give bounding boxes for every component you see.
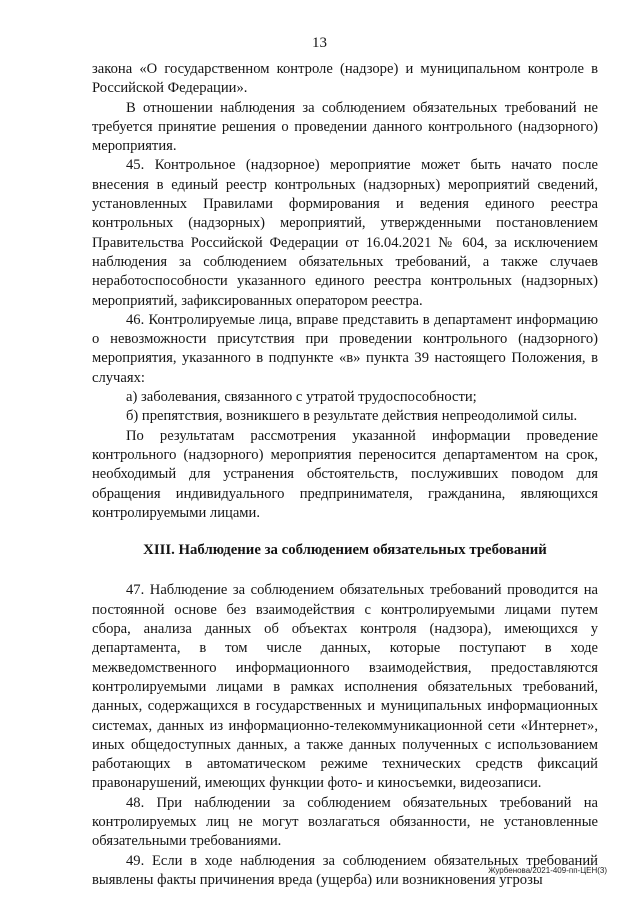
- section-heading: XIII. Наблюдение за соблюдением обязательных требований: [143, 542, 547, 559]
- paragraph: 45. Контрольное (надзорное) мероприятие может быть начато после внесения в единый реестр контрольных (надзорных) мероприятий сведений, установленных Правилами формирования и ведения единого реестра контрольных (надзорных) мероприятий, утвержденными постановлением Правительства Российской Федерации от 16.04.2021 № 604, за исключением наблюдения за соблюдением обязательных требований, а также случаев неработоспособности указанного единого реестра контрольных (надзорных) мероприятий, зафиксированных оператором реестра.: [92, 157, 598, 309]
- paragraph: закона «О государственном контроле (надзоре) и муниципальном контроле в Российской Федерации».: [92, 61, 598, 97]
- paragraph: 48. При наблюдении за соблюдением обязательных требований на контролируемых лиц не могут возлагаться обязанности, не установленные обязательными требованиями.: [92, 794, 598, 850]
- page-number: 13: [312, 35, 327, 51]
- paragraph: 49. Если в ходе наблюдения за соблюдением обязательных требований выявлены факты причинения вреда (ущерба) или возникновения угрозы: [92, 852, 598, 888]
- paragraph: б) препятствия, возникшего в результате действия непреодолимой силы.: [126, 408, 578, 425]
- document-body: [92, 60, 598, 890]
- paragraph: 47. Наблюдение за соблюдением обязательных требований проводится на постоянной основе без взаимодействия с контролируемыми лицами путем сбора, анализа данных об объектах контроля (надзора), имеющихся у департамента, в том числе данных, которые поступают в ходе межведомственного информационного взаимодействия, предоставляются контролируемыми лицами в рамках исполнения обязательных требований, данных, содержащихся в государственных и муниципальных информационных системах, данных из информационно-телекоммуникационной сети «Интернет», иных общедоступных данных, а также данных полученных с использованием работающих в автоматическом режиме технических средств фиксаций правонарушений, имеющих функции фото- и киносъемки, видеозаписи.: [92, 582, 598, 792]
- footer-document-code: Журбенова/2021-409-пп-ЦЕН(3): [488, 866, 607, 875]
- paragraph: 46. Контролируемые лица, вправе представить в департамент информацию о невозможности присутствия при проведении контрольного (надзорного) мероприятия, указанного в подпункте «в» пункта 39 настоящего Положения, в случаях:: [92, 311, 598, 386]
- paragraph: По результатам рассмотрения указанной информации проведение контрольного (надзорного) мероприятия переносится департаментом на срок, необходимый для устранения обстоятельств, послуживших поводом для обращения индивидуального предпринимателя, гражданина, являющихся контролируемыми лицами.: [92, 427, 598, 521]
- paragraph: В отношении наблюдения за соблюдением обязательных требований не требуется принятие решения о проведении данного контрольного (надзорного) мероприятия.: [92, 99, 598, 155]
- paragraph: а) заболевания, связанного с утратой трудоспособности;: [126, 389, 477, 406]
